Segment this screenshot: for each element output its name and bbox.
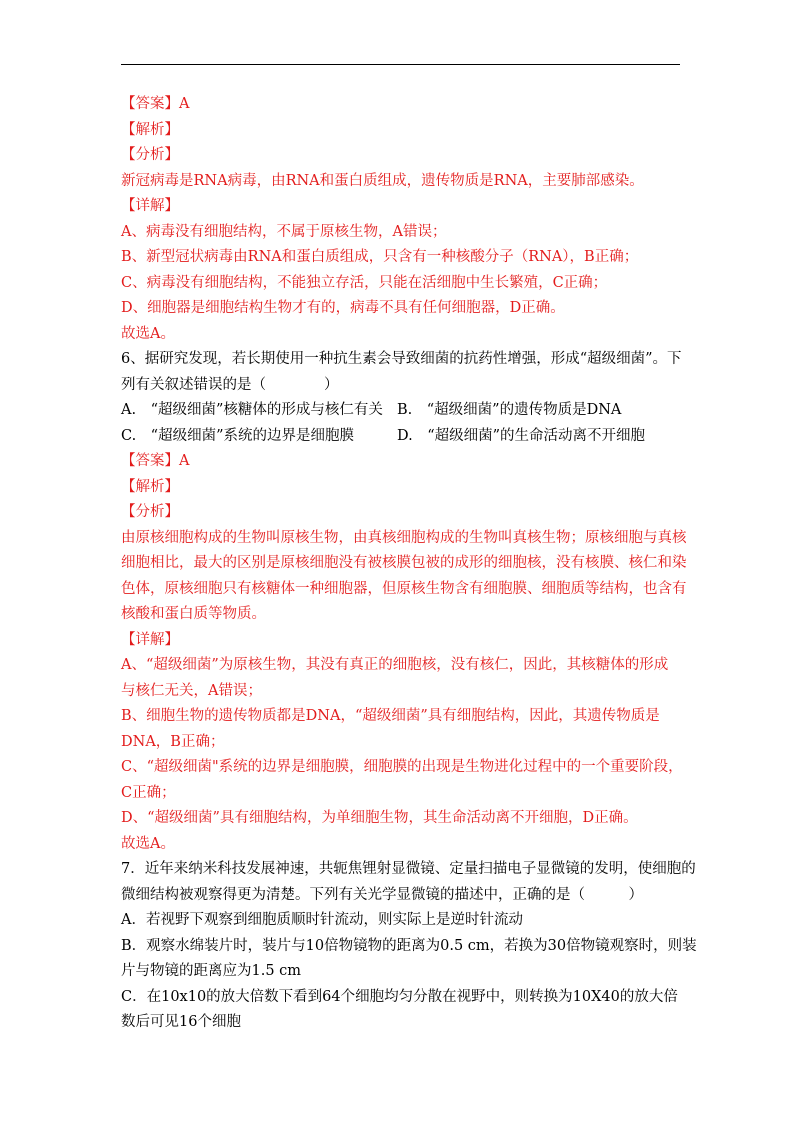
q5-fenxi-heading: 【分析】	[121, 147, 179, 163]
q6-option-b: B. “超级细菌”的遗传物质是DNA	[397, 402, 622, 418]
header-rule	[121, 64, 680, 65]
q6-conclusion: 故选A。	[121, 835, 175, 852]
q6-options-row-2	[121, 424, 681, 450]
q6-options-row-1	[121, 398, 681, 424]
q7-option-c-line-2: 数后可见16个细胞	[121, 1014, 241, 1030]
q6-option-a: A. “超级细菌”核糖体的形成与核仁有关	[121, 402, 383, 418]
q6-stem-line-2: 列有关叙述错误的是（ ）	[121, 376, 339, 393]
q6-option-c: C. “超级细菌”系统的边界是细胞膜	[121, 427, 355, 444]
q5-detail-d: D、细胞器是细胞结构生物才有的，病毒不具有任何细胞器，D正确。	[121, 300, 565, 316]
q7-stem-line-1: 7．近年来纳米科技发展神速，共轭焦锂射显微镜、定量扫描电子显微镜的发明，使细胞的	[121, 861, 696, 877]
q6-detail-line: A、“超级细菌”为原核生物，其没有真正的细胞核，没有核仁，因此，其核糖体的形成	[121, 657, 669, 673]
q6-detail-line: C正确；	[121, 784, 176, 801]
q6-analysis-heading: 【解析】	[121, 478, 179, 495]
q6-option-d: D. “超级细菌”的生命活动离不开细胞	[397, 427, 646, 444]
q7-stem-line-2: 微细结构被观察得更为清楚。下列有关光学显微镜的描述中，正确的是（ ）	[121, 886, 643, 903]
q7-option-c-line-1: C．在10x10的放大倍数下看到64个细胞均匀分散在视野中，则转换为10X40的放大倍	[121, 988, 678, 1005]
q6-detail-heading: 【详解】	[121, 631, 179, 648]
q6-fenxi-line: 核酸和蛋白质等物质。	[121, 606, 266, 622]
q6-fenxi-heading: 【分析】	[121, 504, 179, 520]
q5-detail-heading: 【详解】	[121, 198, 179, 214]
q6-detail-line: B、细胞生物的遗传物质都是DNA，“超级细菌”具有细胞结构，因此，其遗传物质是	[121, 708, 660, 724]
q6-fenxi-line: 色体，原核细胞只有核糖体一种细胞器，但原核生物含有细胞膜、细胞质等结构，也含有	[121, 580, 687, 597]
q5-fenxi-text: 新冠病毒是RNA病毒，由RNA和蛋白质组成，遗传物质是RNA，主要肺部感染。	[121, 172, 644, 189]
q6-stem-line-1: 6、据研究发现，若长期使用一种抗生素会导致细菌的抗药性增强，形成“超级细菌”。下	[121, 351, 682, 367]
q6-detail-line: DNA，B正确；	[121, 733, 225, 750]
q6-detail-line: D、“超级细菌”具有细胞结构，为单细胞生物，其生命活动离不开细胞，D正确。	[121, 810, 638, 826]
q7-option-b-line-1: B．观察水绵装片时，装片与10倍物镜物的距离为0.5 cm，若换为30倍物镜观察时，则装	[121, 937, 697, 954]
q5-answer: 【答案】A	[121, 96, 190, 112]
q5-detail-b: B、新型冠状病毒由RNA和蛋白质组成，只含有一种核酸分子（RNA），B正确；	[121, 249, 639, 265]
q5-conclusion: 故选A。	[121, 325, 175, 342]
q7-option-b-line-2: 片与物镜的距离应为1.5 cm	[121, 963, 302, 979]
q5-detail-c: C、病毒没有细胞结构，不能独立存活，只能在活细胞中生长繁殖，C正确；	[121, 274, 608, 291]
q5-detail-a: A、病毒没有细胞结构，不属于原核生物，A错误；	[121, 223, 447, 240]
q5-analysis-heading: 【解析】	[121, 121, 179, 138]
q6-fenxi-line: 由原核细胞构成的生物叫原核生物，由真核细胞构成的生物叫真核生物；原核细胞与真核	[121, 529, 687, 546]
q6-fenxi-line: 细胞相比，最大的区别是原核细胞没有被核膜包被的成形的细胞核，没有核膜、核仁和染	[121, 555, 687, 571]
q7-option-a: A．若视野下观察到细胞质顺时针流动，则实际上是逆时针流动	[121, 912, 523, 928]
document-body	[121, 92, 697, 1036]
q6-detail-line: 与核仁无关，A错误；	[121, 682, 262, 699]
q6-answer: 【答案】A	[121, 453, 190, 469]
q6-detail-line: C、“超级细菌"系统的边界是细胞膜，细胞膜的出现是生物进化过程中的一个重要阶段，	[121, 759, 683, 775]
